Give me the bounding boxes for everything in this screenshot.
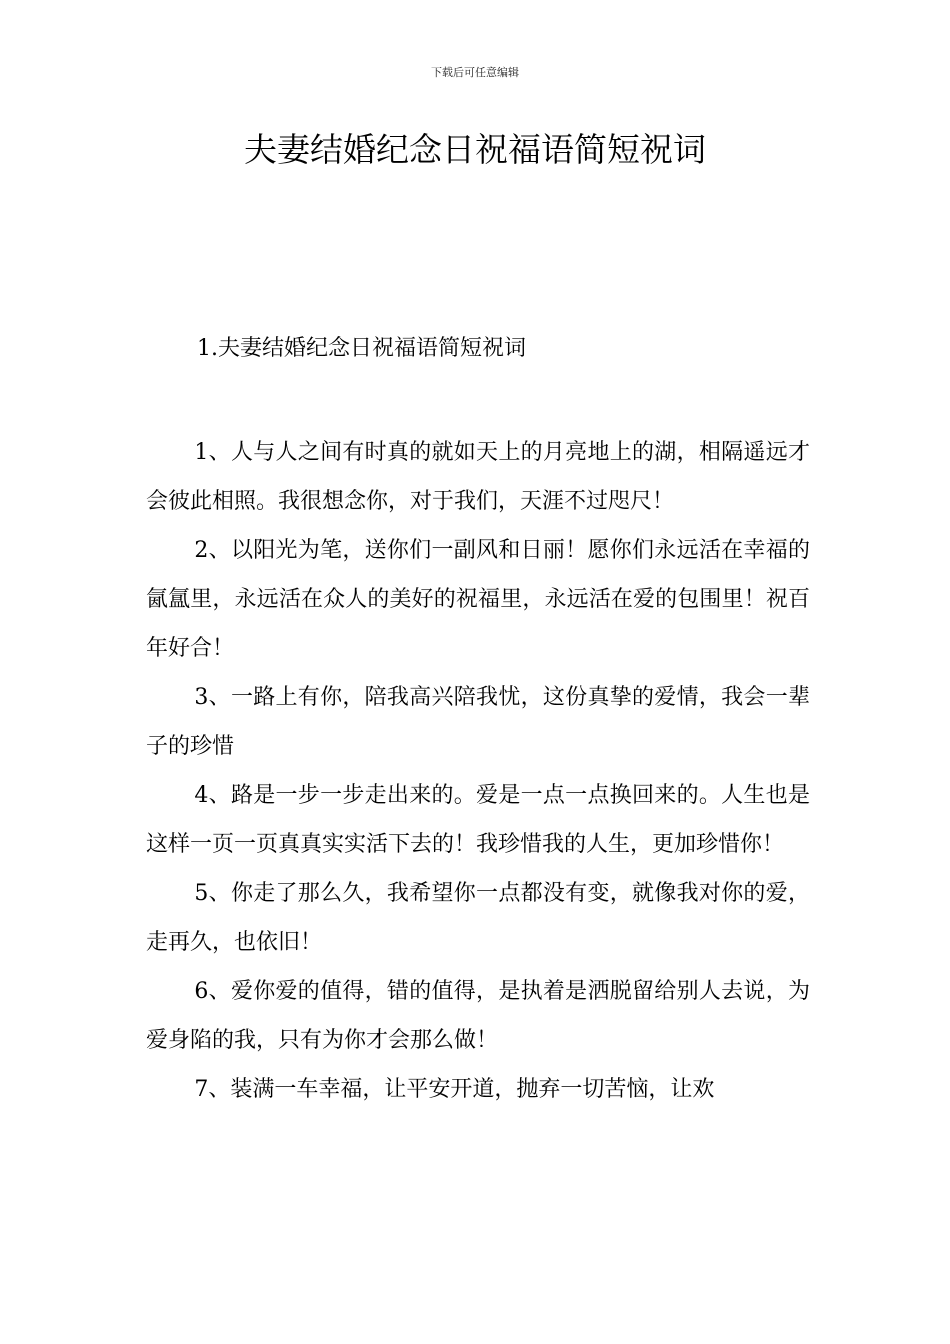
section-heading: 1.夫妻结婚纪念日祝福语简短祝词 bbox=[197, 336, 526, 361]
header-note: 下载后可任意编辑 bbox=[431, 66, 519, 79]
paragraph-1: 1、人与人之间有时真的就如天上的月亮地上的湖，相隔遥远才会彼此相照。我很想念你，对于我们，天涯不过咫尺！ bbox=[146, 440, 810, 514]
document-body bbox=[146, 428, 810, 1114]
paragraph-7: 7、装满一车幸福，让平安开道，抛弃一切苦恼，让欢 bbox=[194, 1077, 715, 1102]
paragraph-3: 3、一路上有你，陪我高兴陪我忧，这份真挚的爱情，我会一辈子的珍惜 bbox=[146, 685, 810, 759]
paragraph-4: 4、路是一步一步走出来的。爱是一点一点换回来的。人生也是这样一页一页真真实实活下去的！我珍惜我的人生，更加珍惜你！ bbox=[146, 783, 810, 857]
paragraph-6: 6、爱你爱的值得，错的值得，是执着是洒脱留给别人去说，为爱身陷的我，只有为你才会那么做！ bbox=[146, 979, 810, 1053]
document-title: 夫妻结婚纪念日祝福语简短祝词 bbox=[244, 130, 706, 169]
paragraph-2: 2、以阳光为笔，送你们一副风和日丽！愿你们永远活在幸福的氤氲里，永远活在众人的美好的祝福里，永远活在爱的包围里！祝百年好合！ bbox=[146, 538, 810, 661]
paragraph-5: 5、你走了那么久，我希望你一点都没有变，就像我对你的爱，走再久，也依旧！ bbox=[146, 881, 810, 955]
